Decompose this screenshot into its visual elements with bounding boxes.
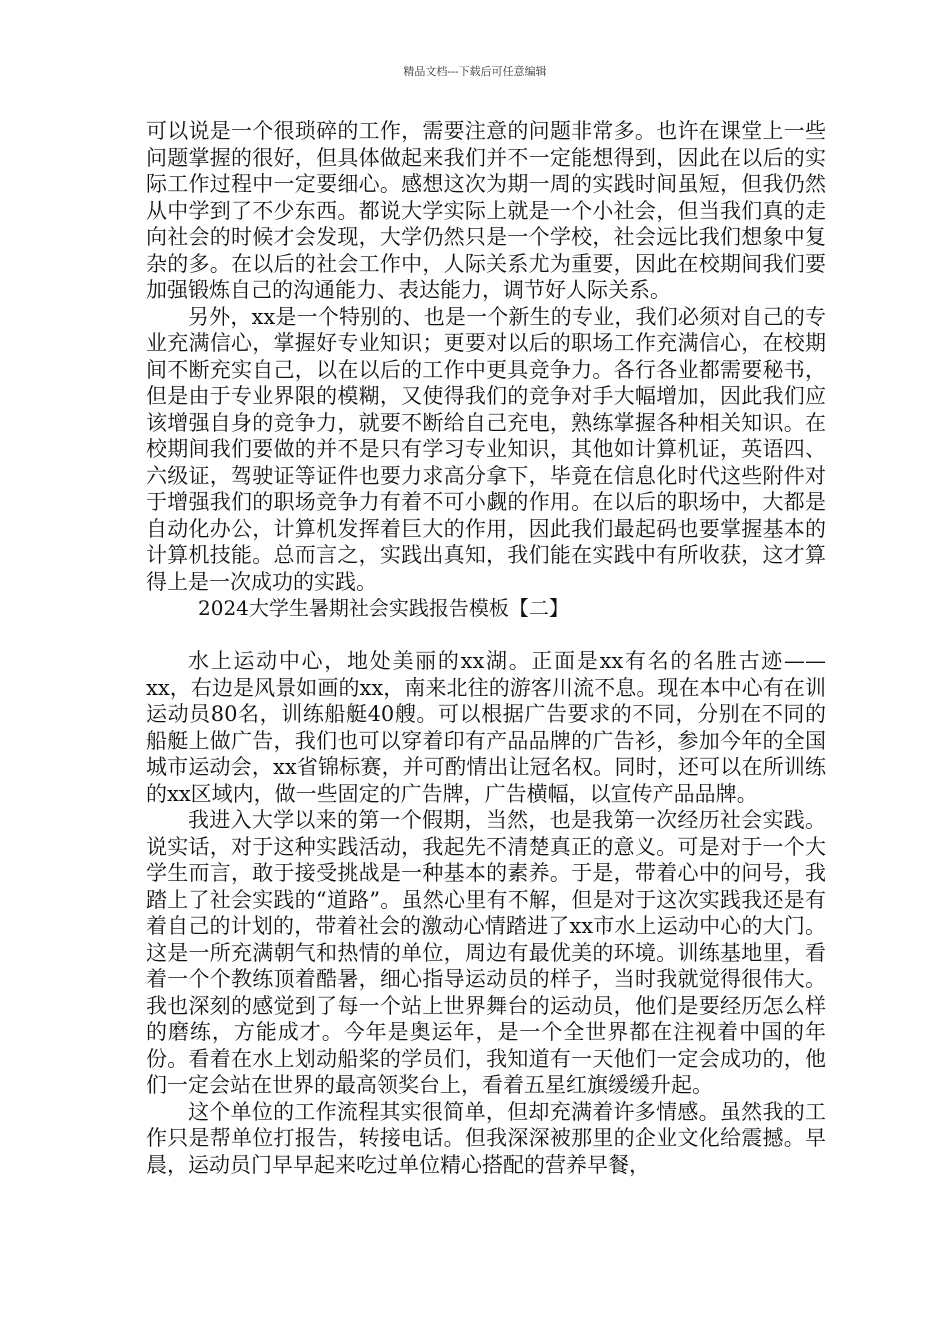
- document-body: [146, 118, 826, 1178]
- paragraph: 另外，xx是一个特别的、也是一个新生的专业，我们必须对自己的专业充满信心，掌握好专业知识；更要对以后的职场工作充满信心，在校期间不断充实自己，以在以后的工作中更具竞争力。各行各业都需要秘书，但是由于专业界限的模糊，又使得我们的竞争对手大幅增加，因此我们应该增强自身的竞争力，就要不断给自己充电，熟练掌握各种相关知识。在校期间我们要做的并不是只有学习专业知识，其他如计算机证，英语四、六级证，驾驶证等证件也要力求高分拿下，毕竟在信息化时代这些附件对于增强我们的职场竞争力有着不可小觑的作用。在以后的职场中，大都是自动化办公，计算机发挥着巨大的作用，因此我们最起码也要掌握基本的计算机技能。总而言之，实践出真知，我们能在实践中有所收获，这才算得上是一次成功的实践。: [146, 304, 826, 594]
- paragraph: 可以说是一个很琐碎的工作，需要注意的问题非常多。也许在课堂上一些问题掌握的很好，但具体做起来我们并不一定能想得到，因此在以后的实际工作过程中一定要细心。感想这次为期一周的实践时间虽短，但我仍然从中学到了不少东西。都说大学实际上就是一个小社会，但当我们真的走向社会的时候才会发现，大学仍然只是一个学校，社会远比我们想象中复杂的多。在以后的社会工作中，人际关系尤为重要，因此在校期间我们要加强锻炼自己的沟通能力、表达能力，调节好人际关系。: [146, 119, 826, 302]
- paragraph: 这个单位的工作流程其实很简单，但却充满着许多情感。虽然我的工作只是帮单位打报告，转接电话。但我深深被那里的企业文化给震撼。早晨，运动员门早早起来吃过单位精心搭配的营养早餐，: [146, 1099, 826, 1177]
- paragraph: 我进入大学以来的第一个假期，当然，也是我第一次经历社会实践。说实话，对于这种实践活动，我起先不清楚真正的意义。可是对于一个大学生而言，敢于接受挑战是一种基本的素养。于是，带着心中的问号，我踏上了社会实践的“道路”。虽然心里有不解，但是对于这次实践我还是有着自己的计划的，带着社会的激动心情踏进了xx市水上运动中心的大门。这是一所充满朝气和热情的单位，周边有最优美的环境。训练基地里，看着一个个教练顶着酷暑，细心指导运动员的样子，当时我就觉得很伟大。我也深刻的感觉到了每一个站上世界舞台的运动员，他们是要经历怎么样的磨练，方能成才。今年是奥运年，是一个全世界都在注视着中国的年份。看着在水上划动船桨的学员们，我知道有一天他们一定会成功的，他们一定会站在世界的最高领奖台上，看着五星红旗缓缓升起。: [146, 808, 826, 1097]
- blank-line: [146, 622, 826, 649]
- paragraph: 水上运动中心，地处美丽的xx湖。正面是xx有名的名胜古迹——xx，右边是风景如画的xx，南来北往的游客川流不息。现在本中心有在训运动员80名，训练船艇40艘。可以根据广告要求的不同，分别在不同的船艇上做广告，我们也可以穿着印有产品品牌的广告衫，参加今年的全国城市运动会，xx省锦标赛，并可酌情出让冠名权。同时，还可以在所训练的xx区域内，做一些固定的广告牌，广告横幅，以宣传产品品牌。: [146, 649, 826, 806]
- section-title: 2024大学生暑期社会实践报告模板【二】: [198, 596, 569, 620]
- page-header: 精品文档---下载后可任意编辑: [403, 65, 547, 78]
